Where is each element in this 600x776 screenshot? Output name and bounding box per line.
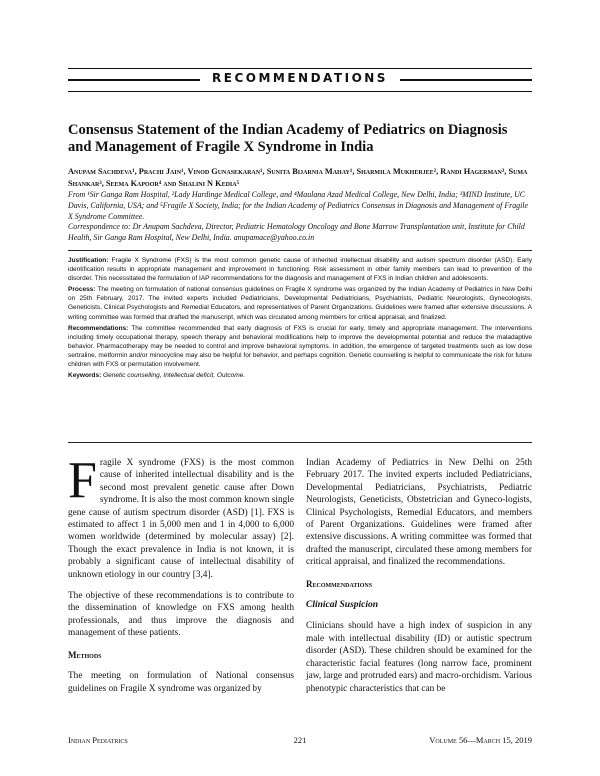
abstract-keywords — [68, 371, 532, 380]
keywords-label: Keywords: — [68, 372, 102, 380]
affiliations: From ¹Sir Ganga Ram Hospital, ²Lady Hardinge Medical College, and ⁴Maulana Azad Medical College, New Delhi, India; ³MIND Institute, UC Davis, California, USA; and ⁵Fragile X Society, India; for the Indian Academy of Pediatrics Consensus in Diagnosis and Management of Fragile X Syndrome Committee. — [68, 190, 528, 221]
intro-text: ragile X syndrome (FXS) is the most common cause of inherited intellectual disability and is the second most prevalent genetic cause after Down syndrome. It is also the most common known single gene cause of autism spectrum disorder (ASD) [1]. FXS is estimated to affect 1 in 5,000 men and 1 in 4,000 to 6,000 women worldwide (determined by molecular assay) [2]. Though the exact prevalence in India is not known, it is probably a significant cause of intellectual disability of unknown etiology in our country [3,4]. — [68, 458, 294, 580]
abstract-top-rule — [68, 250, 532, 251]
abstract-bottom-rule — [68, 442, 532, 443]
page-footer — [68, 735, 532, 747]
process-text: The meeting on formulation of national consensus guidelines on Fragile X syndrome was organized by the Indian Academy of Pediatrics in New Delhi on 25th February, 2017. The invited experts included Pediatricians, Developmental Pediatricians, Psychiatrists, Pediatric Neurologists, Gynecologists, Geneticists, Clinical Psychologists and Remedial Educators, and representatives of Parent Organizations. Guidelines were framed after extensive discussions. A writing committee was formed that drafted the manuscript, which was circulated among members for critical appraisal, and finalized. — [68, 286, 532, 321]
correspondence: Correspondence to: Dr Anupam Sachdeva, Director, Pediatric Hematology Oncology and Bone Marrow Transplantation unit, Institute for Child Health, Sir Ganga Ram Hospital, New Delhi, India. anupamace@yahoo.co.in — [68, 222, 525, 242]
methods-paragraph: The meeting on formulation of National consensus guidelines on Fragile X syndrome was organized by — [68, 671, 294, 694]
article-title: Consensus Statement of the Indian Academy of Pediatrics on Diagnosis and Management of Fragile X Syndrome in India — [68, 122, 508, 155]
section-banner — [68, 68, 532, 92]
author-list: Anupam Sachdeva¹, Prachi Jain¹, Vinod Gunasekaran¹, Sunita Bijarnia Mahay¹, Sharmila Mukherjee², Randi Hagerman³, Suma Shankar³, Seema Kapoor⁴ and Shalini N Kedia⁵ — [68, 167, 528, 188]
journal-name: Indian Pediatrics — [68, 735, 128, 745]
justification-label: Justification: — [68, 257, 109, 264]
abstract-justification — [68, 256, 532, 283]
section-label: RECOMMENDATIONS — [212, 71, 388, 85]
body-column-left — [68, 452, 294, 695]
recommendations-heading: Recommendations — [306, 578, 373, 589]
justification-text: Fragile X Syndrome (FXS) is the most common genetic cause of inherited intellectual disability and autism spectrum disorder (ASD). Early identification results in appropriate management and improvement in functioning. Risk assessment in other family members can lead to prevention of the disorder. This necessitated the formulation of IAP recommendations for the diagnosis and management of FXS in Indian children and adolescents. — [68, 257, 532, 283]
abstract — [68, 256, 532, 382]
volume-info: Volume 56—March 15, 2019 — [429, 735, 532, 745]
recommendations-text: The committee recommended that early diagnosis of FXS is crucial for early, timely and appropriate management. The interventions including timely occupational therapy, speech therapy and behavioral modifications help to improve the developmental potential and reduce the maladaptive behavior. Pharmacotherapy may be needed to control and improve behavioral symptoms. In addition, the emergence of targeted treatments such as low dose sertraline, metformin and/or minocycline may also be helpful for behavior, and perhaps cognition. Genetic counselling is helpful to communicate the risk for future children with FXS or permutation involvement. — [68, 324, 532, 369]
clinical-suspicion-heading: Clinical Suspicion — [306, 600, 379, 611]
keywords-text: Genetic counselling, Intellectual deficit, Outcome. — [103, 372, 246, 380]
clinical-suspicion-paragraph: Clinicians should have a high index of suspicion in any male with intellectual disability (ID) or autistic spectrum disorder (ASD). These children should be examined for the characteristic facial features (long narrow face, prominent jaw, large and protruded ears) and macro-orchidism. Various phenotypic characteristics that can be — [306, 621, 532, 694]
methods-heading: Methods — [68, 649, 102, 660]
recommendations-label: Recommendations: — [68, 324, 129, 332]
page-number: 221 — [293, 735, 307, 745]
objective-paragraph: The objective of these recommendations is to contribute to the dissemination of knowledge on FXS among health professionals, and thus improve the diagnosis and management of these patients. — [68, 591, 294, 639]
body-column-right — [306, 457, 532, 695]
drop-cap: F — [68, 452, 97, 509]
process-label: Process: — [68, 286, 96, 294]
methods-continued: Indian Academy of Pediatrics in New Delhi on 25th February 2017. The invited experts included Pediatricians, Developmental Pediatricians, Psychiatrists, Pediatric Neurologists, Geneticists, Obstetrician and Gyneco-logists, Clinical Psychologists, Remedial Educators, and members of Parent Organizations. Guidelines were framed after extensive discussions. A writing committee was formed that drafted the manuscript, circulated these among members for critical appraisal, and finalized the recommendations. — [306, 458, 532, 568]
abstract-process — [68, 285, 532, 321]
abstract-recommendations — [68, 324, 532, 369]
intro-paragraph — [68, 452, 294, 581]
